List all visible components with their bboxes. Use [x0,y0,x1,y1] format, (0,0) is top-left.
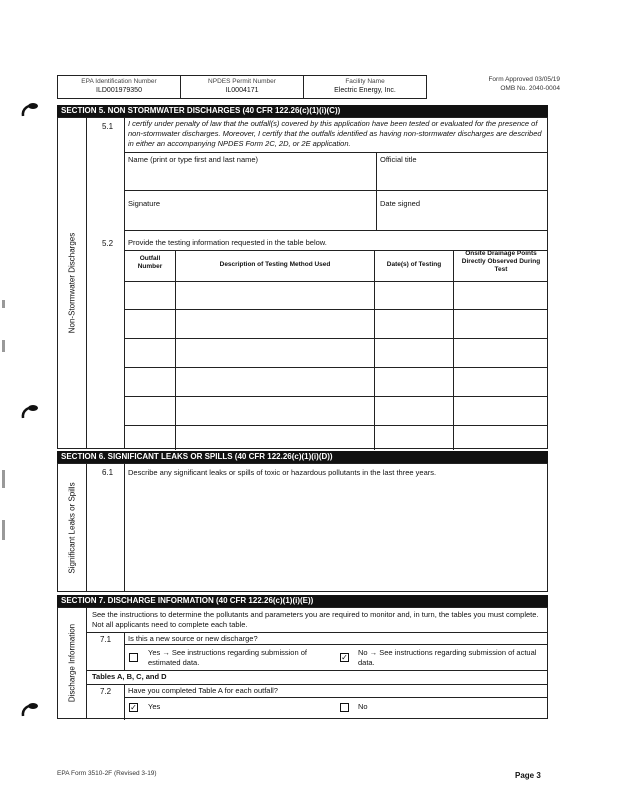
item-7-1-text: Is this a new source or new discharge? [128,634,258,643]
title-label: Official title [380,155,417,164]
section6-title: SECTION 6. SIGNIFICANT LEAKS OR SPILLS (40 CFR 122.26(c)(1)(i)(D)) [57,451,548,463]
section5-side-label: Non-Stormwater Discharges [67,232,77,334]
table-a-yes-label: Yes [148,702,161,711]
punch-hole-icon [18,100,40,122]
yes-new-source-text: Yes → See instructions regarding submission of estimated data. [148,648,307,667]
form-approved [470,75,560,93]
signature-field[interactable] [124,190,377,231]
section6-frame [57,463,548,592]
item-5-2-text: Provide the testing information requested in the table below. [128,238,327,247]
yes-new-source-checkbox[interactable] [129,653,138,662]
col-outfall: Outfall Number [137,255,163,270]
item-7-2-text: Have you completed Table A for each outfall? [128,686,278,695]
npdes-value: IL0004171 [225,87,259,94]
name-field[interactable] [124,152,377,191]
scan-mark [2,300,5,308]
section5-title: SECTION 5. NON STORMWATER DISCHARGES (40 CFR 122.26(c)(1)(i)(C)) [57,105,548,117]
table-a-no-label: No [358,702,368,711]
item-7-2-num: 7.2 [100,687,112,696]
title-field[interactable] [376,152,548,191]
item-5-1-text: I certify under penalty of law that the outfall(s) covered by this application have been tested or evaluated for the presence of non-stormwater discharges. Moreover, I certify that the outfalls identified as having non-stormwater discharges are described in either an accompanying NPDES Form 2C, 2D, or 2E application. [128,119,542,148]
section7-side-label: Discharge Information [67,623,77,703]
item-6-1-num: 6.1 [102,468,114,477]
epa-id-label: EPA Identification Number [81,78,157,85]
signature-label: Signature [128,199,161,208]
scan-mark [2,520,5,540]
section5-numcol [86,118,125,448]
npdes-cell [181,76,304,98]
form-approved-date: Form Approved 03/05/19 [488,76,560,83]
col-drainage: Onsite Drainage Points Directly Observed During Test [461,250,541,273]
punch-hole-icon [18,402,40,424]
item-6-1-text[interactable]: Describe any significant leaks or spills of toxic or hazardous pollutants in the last three years. [128,468,437,477]
tables-label: Tables A, B, C, and D [92,672,167,681]
page-number: Page 3 [515,771,541,780]
omb-number: OMB No. 2040-0004 [500,85,560,92]
item-5-2-num: 5.2 [102,239,114,248]
check-mark-icon: ✓ [130,703,137,712]
name-label: Name (print or type first and last name) [128,155,259,164]
facility-value: Electric Energy, Inc. [334,87,396,94]
col-description: Description of Testing Method Used [219,261,331,268]
section6-side [58,464,87,591]
scan-mark [2,340,5,352]
section6-side-label: Significant Leaks or Spills [67,481,77,574]
check-mark-icon: ✓ [341,653,348,662]
scan-mark [2,470,5,488]
section7-intro: See the instructions to determine the pollutants and parameters you are required to monitor and, in turn, the tables you must complete. Not all applicants need to complete each table. [92,610,539,629]
table-a-yes-checkbox[interactable] [129,703,138,712]
punch-hole-icon [18,700,40,722]
facility-cell [304,76,426,98]
npdes-label: NPDES Permit Number [208,78,276,85]
section5-frame [57,117,548,449]
no-new-source-checkbox[interactable] [340,653,349,662]
epa-id-value: ILD001979350 [96,87,142,94]
epa-id-cell [58,76,181,98]
section7-title: SECTION 7. DISCHARGE INFORMATION (40 CFR 122.26(c)(1)(i)(E)) [57,595,548,607]
section6-numcol [86,464,125,591]
item-5-1-num: 5.1 [102,122,114,131]
header-id-box [57,75,427,99]
date-label: Date signed [380,199,421,208]
section7-frame [57,607,548,719]
table-a-no-checkbox[interactable] [340,703,349,712]
section5-side [58,118,87,448]
facility-label: Facility Name [345,78,385,85]
col-dates: Date(s) of Testing [386,261,442,268]
form-number: EPA Form 3510-2F (Revised 3-19) [57,770,157,777]
testing-table [124,250,548,450]
item-7-1-num: 7.1 [100,635,112,644]
section7-side [58,608,87,718]
date-signed-field[interactable] [376,190,548,231]
no-new-source-text: No → See instructions regarding submission of actual data. [358,648,537,667]
